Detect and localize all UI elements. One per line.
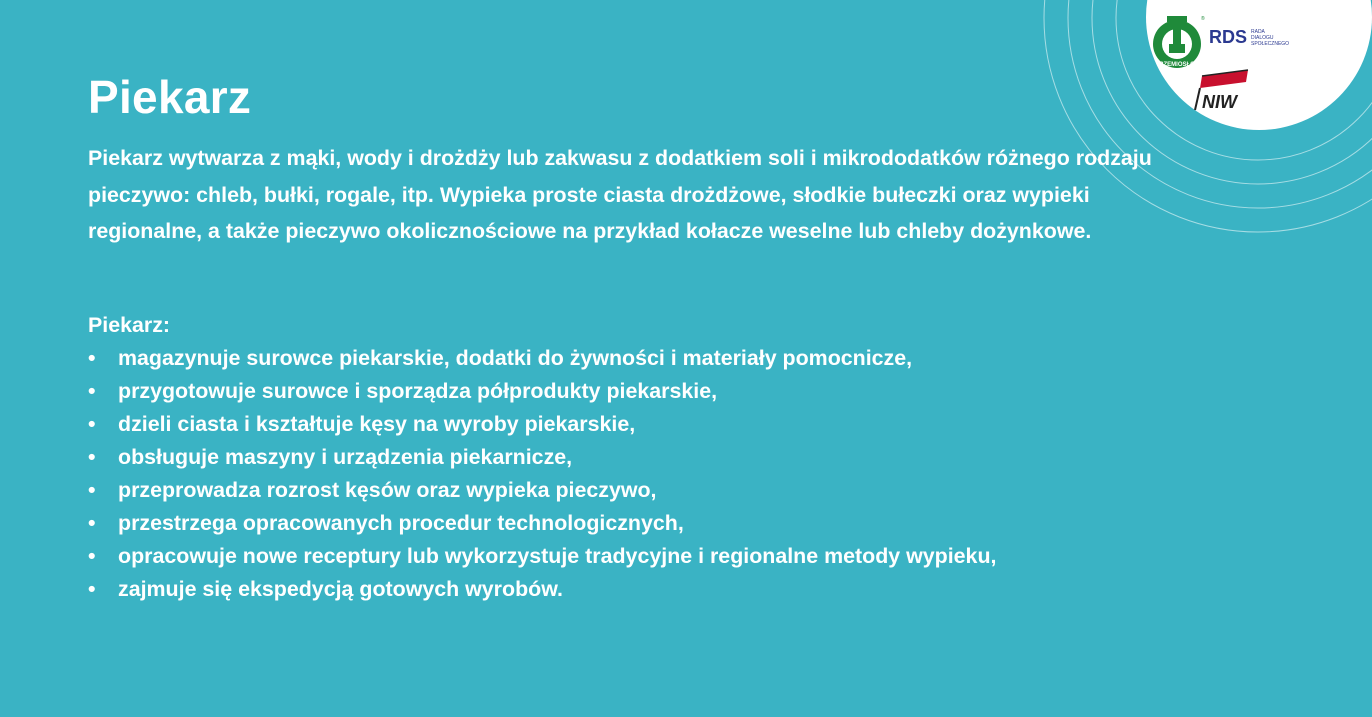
list-item-text: zajmuje się ekspedycją gotowych wyrobów.: [118, 577, 563, 601]
bullet-icon: •: [88, 478, 96, 502]
list-item: [88, 441, 1238, 474]
svg-text:®: ®: [1201, 16, 1205, 22]
list-item-text: przeprowadza rozrost kęsów oraz wypieka pieczywo,: [118, 478, 657, 502]
duties-list: [88, 342, 1238, 606]
slide-title: Piekarz: [88, 71, 252, 123]
svg-text:DIALOGU: DIALOGU: [1251, 35, 1274, 41]
svg-text:SPOŁECZNEGO: SPOŁECZNEGO: [1251, 41, 1290, 47]
list-item: [88, 375, 1238, 408]
list-item: [88, 507, 1238, 540]
rzemioslo-logo: [1150, 14, 1204, 70]
svg-text:RDS: RDS: [1209, 27, 1248, 47]
rds-logo: [1208, 26, 1288, 50]
list-item-text: przestrzega opracowanych procedur technologicznych,: [118, 511, 684, 535]
list-item: [88, 408, 1238, 441]
svg-text:NIW: NIW: [1202, 92, 1237, 112]
bullet-icon: •: [88, 445, 96, 469]
intro-paragraph: Piekarz wytwarza z mąki, wody i drożdży lub zakwasu z dodatkiem soli i mikrododatków różnego rodzaju pieczywo: chleb, bułki, rogale, itp. Wypieka proste ciasta drożdżowe, słodkie bułeczki oraz wypieki regionalne, a także pieczywo okolicznościowe na przykład kołacze weselne lub chleby dożynkowe.: [88, 146, 1152, 243]
svg-text:RZEMIOSŁO: RZEMIOSŁO: [1159, 62, 1195, 68]
bullet-icon: •: [88, 511, 96, 535]
list-item-text: magazynuje surowce piekarskie, dodatki do żywności i materiały pomocnicze,: [118, 346, 913, 370]
bullet-icon: •: [88, 379, 96, 403]
niw-logo: [1190, 66, 1260, 114]
list-item-text: obsługuje maszyny i urządzenia piekarnicze,: [118, 445, 573, 469]
list-item: [88, 540, 1238, 573]
list-heading: Piekarz:: [88, 313, 171, 337]
list-item-text: opracowuje nowe receptury lub wykorzystuje tradycyjne i regionalne metody wypieku,: [118, 544, 997, 568]
list-item-text: przygotowuje surowce i sporządza półprodukty piekarskie,: [118, 379, 718, 403]
list-item: [88, 342, 1238, 375]
bullet-icon: •: [88, 346, 96, 370]
svg-text:RADA: RADA: [1251, 29, 1265, 35]
bullet-icon: •: [88, 544, 96, 568]
list-item-text: dzieli ciasta i kształtuje kęsy na wyroby piekarskie,: [118, 412, 636, 436]
list-item: [88, 573, 1238, 606]
list-item: [88, 474, 1238, 507]
bullet-icon: •: [88, 412, 96, 436]
bullet-icon: •: [88, 577, 96, 601]
